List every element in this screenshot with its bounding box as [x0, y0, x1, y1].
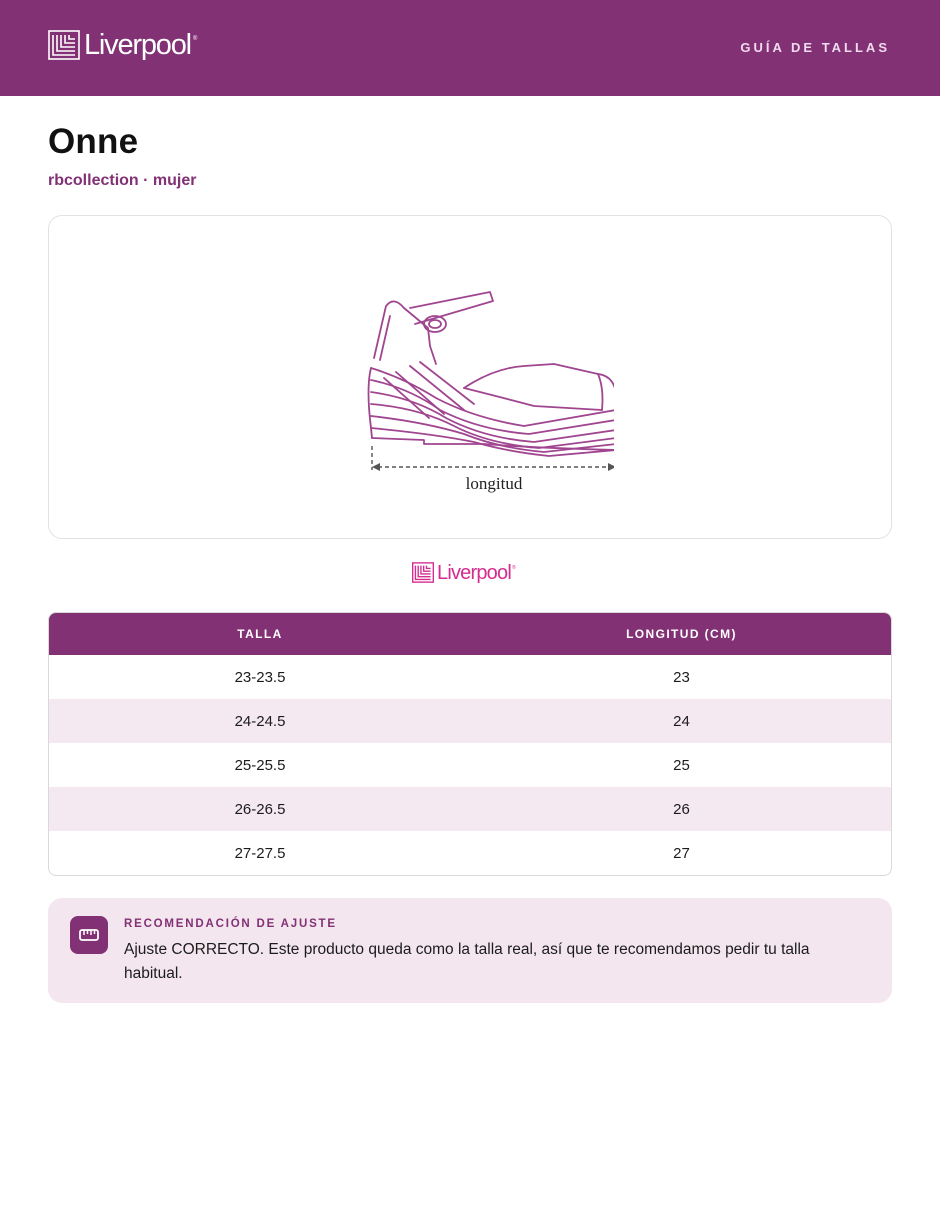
- size-cell: 26-26.5: [234, 800, 286, 818]
- table-row: [49, 787, 891, 831]
- logo-wordmark: Liverpool: [84, 28, 191, 61]
- fit-recommendation: [48, 898, 892, 1003]
- liverpool-brand-mark: [412, 562, 516, 583]
- length-cell: 25: [673, 756, 690, 774]
- length-cell: 24: [673, 712, 690, 730]
- measure-label: longitud: [465, 474, 523, 493]
- column-header-longitud: LONGITUD (CM): [626, 627, 737, 641]
- size-cell: 23-23.5: [234, 668, 286, 686]
- table-row: [49, 743, 891, 787]
- length-cell: 27: [673, 844, 690, 862]
- top-header: [0, 0, 940, 96]
- table-row: [49, 699, 891, 743]
- product-title: Onne: [48, 122, 139, 161]
- shoe-illustration-card: [48, 215, 892, 539]
- recommendation-text: Ajuste CORRECTO. Este producto queda como la talla real, así que te recomendamos pedir tu talla habitual.: [124, 941, 810, 982]
- brand-mark-wordmark: Liverpool: [437, 561, 511, 584]
- size-cell: 24-24.5: [234, 712, 286, 730]
- wedge-sandal-illustration: [324, 238, 614, 523]
- size-table-body: [49, 655, 891, 875]
- logo-registered: ®: [192, 36, 198, 42]
- size-table: [48, 612, 892, 876]
- liverpool-logo-icon: [48, 30, 80, 60]
- column-header-talla: TALLA: [237, 627, 283, 641]
- table-row: [49, 831, 891, 875]
- ruler-icon: [70, 916, 108, 954]
- size-cell: 25-25.5: [234, 756, 286, 774]
- size-cell: 27-27.5: [234, 844, 286, 862]
- size-table-header: [49, 613, 891, 655]
- liverpool-mark-icon: [412, 562, 434, 583]
- recommendation-title: RECOMENDACIÓN DE AJUSTE: [124, 918, 337, 930]
- product-meta: rbcollection · mujer: [48, 172, 197, 189]
- size-guide-label: GUÍA DE TALLAS: [740, 40, 890, 55]
- length-cell: 26: [673, 800, 690, 818]
- length-cell: 23: [673, 668, 690, 686]
- table-row: [49, 655, 891, 699]
- liverpool-logo[interactable]: [48, 30, 197, 60]
- brand-mark-registered: ®: [511, 565, 516, 571]
